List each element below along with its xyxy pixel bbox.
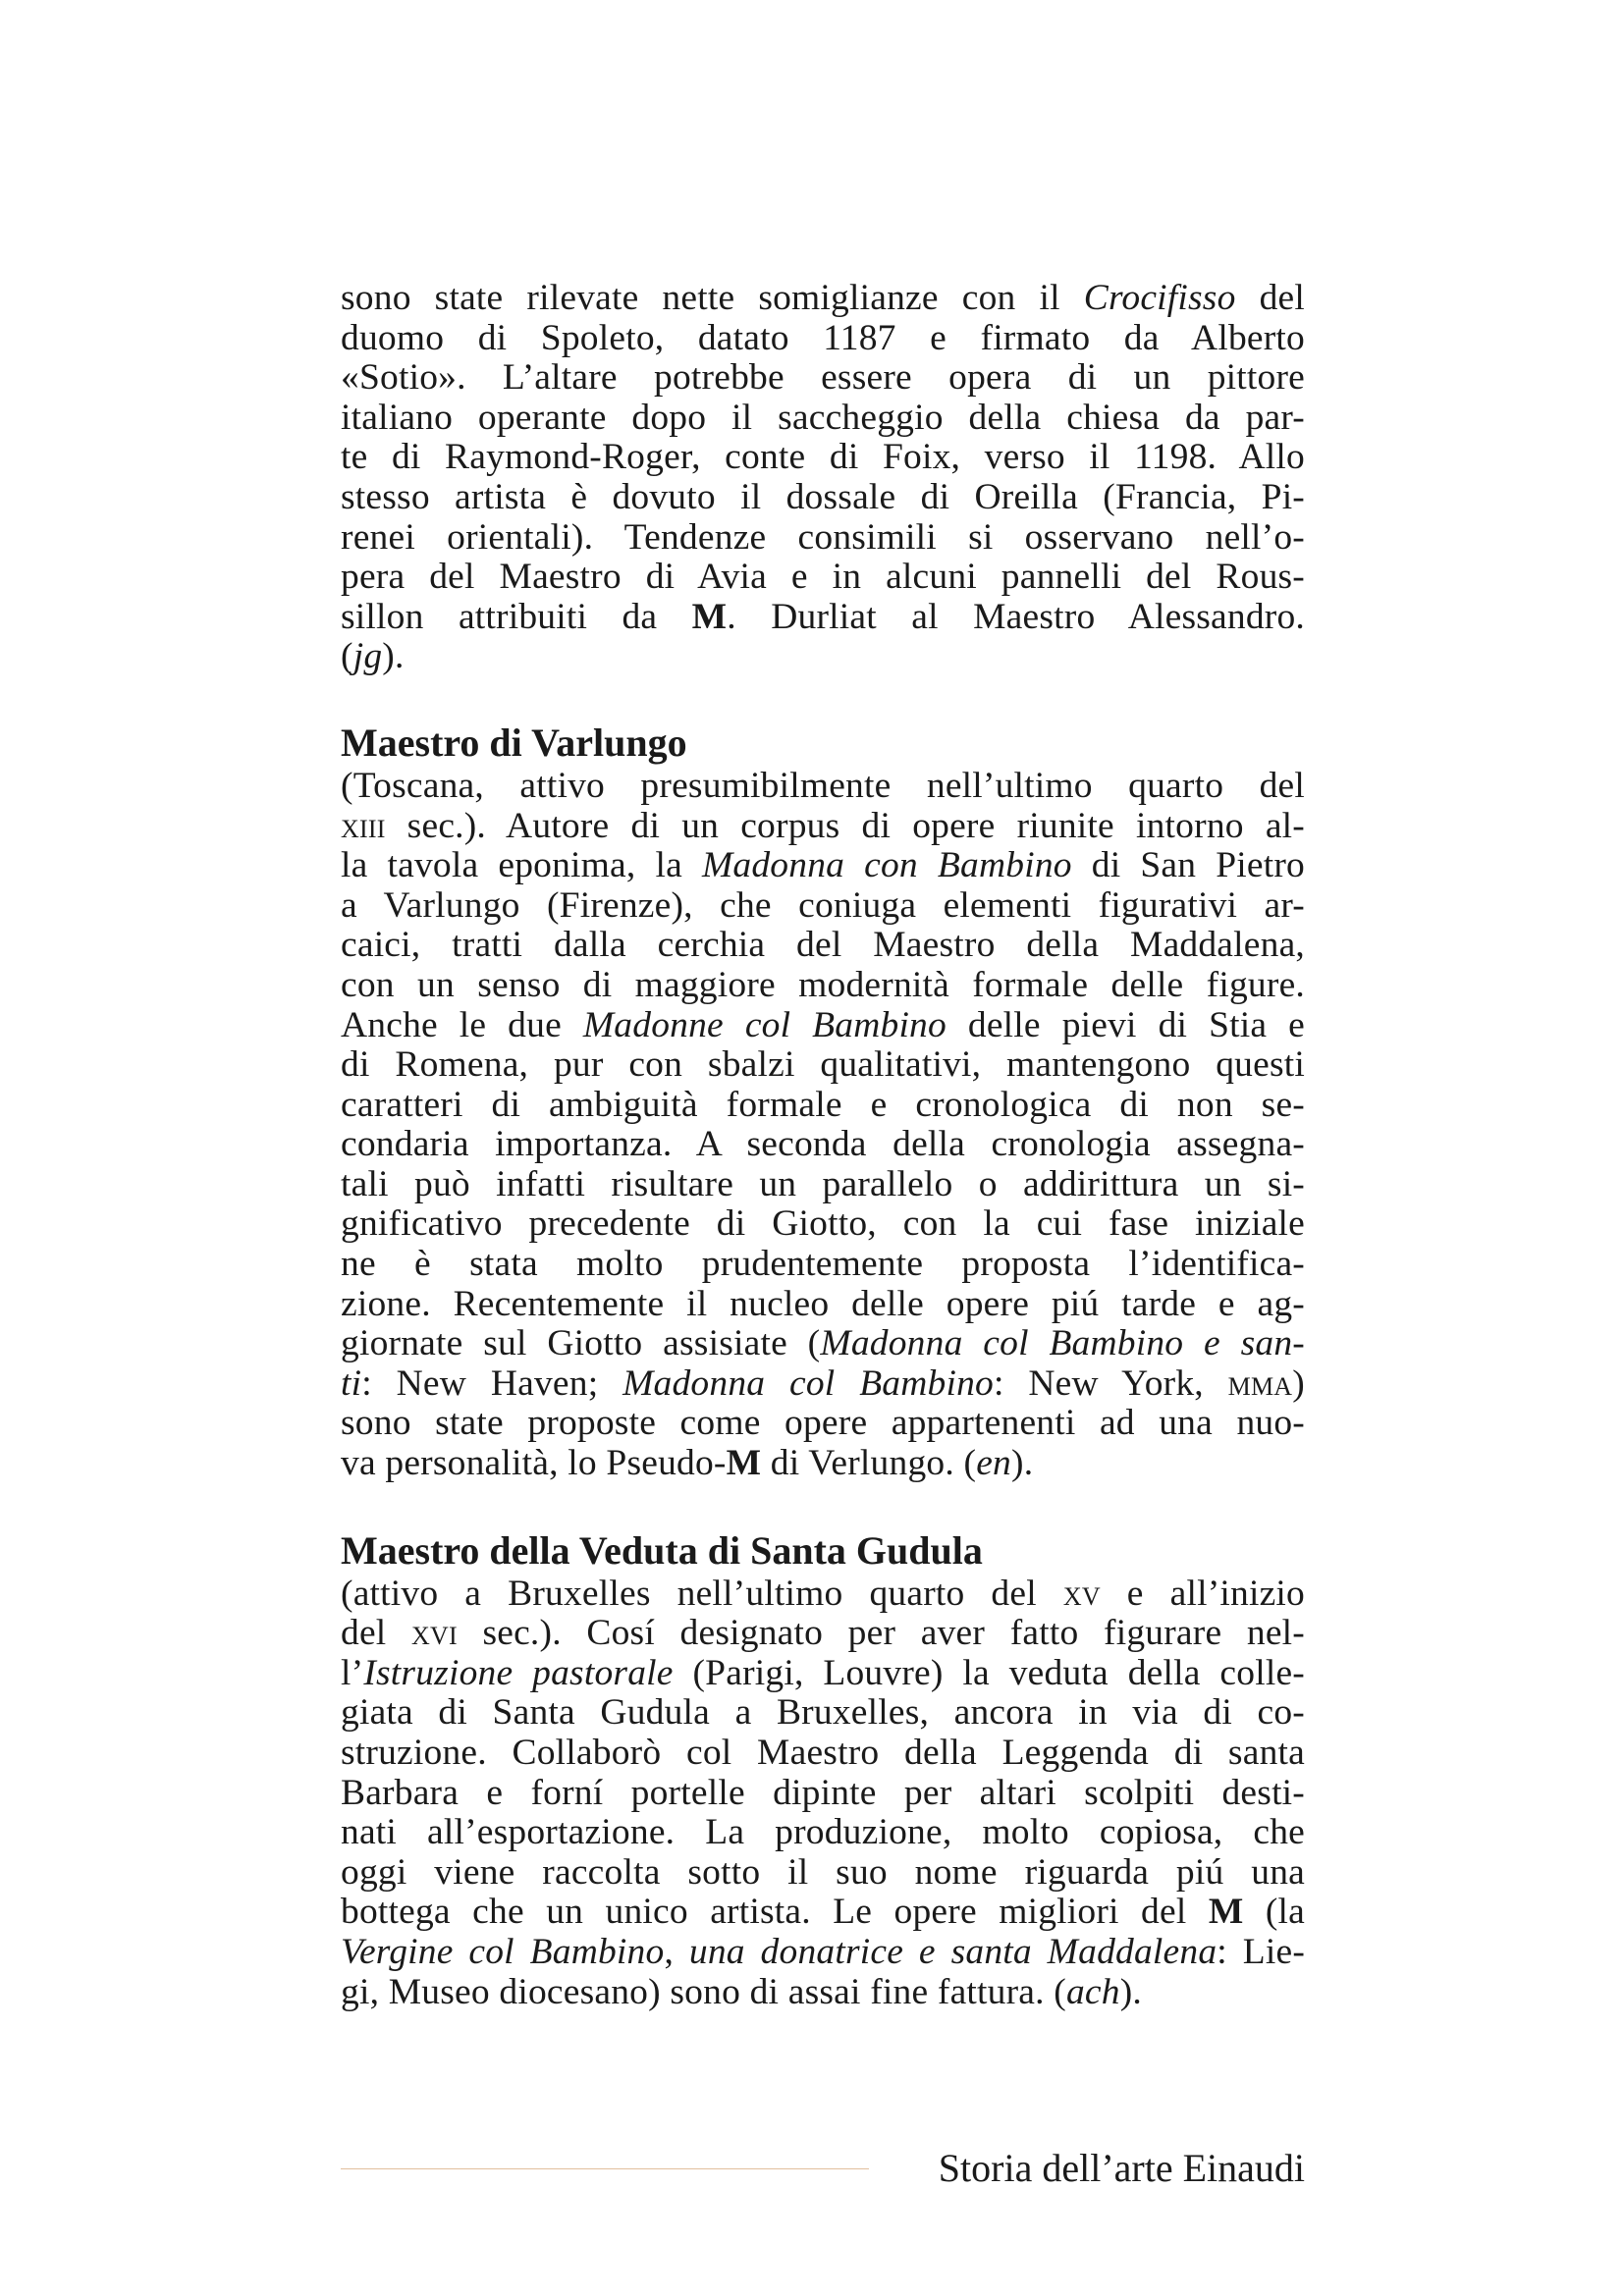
- text-run: sec.). Autore di un corpus di opere riunite intorno al-: [385, 805, 1305, 846]
- text-run: ).: [1011, 1443, 1034, 1484]
- text-line: [341, 1813, 1305, 1853]
- text-line: [341, 1853, 1305, 1894]
- italic-run: en: [976, 1443, 1011, 1484]
- text-line: [341, 1973, 1305, 2013]
- text-run: zione. Recentemente il nucleo delle opere piú tarde e ag-: [341, 1283, 1305, 1324]
- text-line: [341, 279, 1305, 319]
- text-line: [341, 1933, 1305, 1973]
- text-run: : New Haven;: [361, 1362, 623, 1404]
- italic-run: ti: [341, 1362, 362, 1404]
- text-line: [341, 1165, 1305, 1205]
- text-line: [341, 438, 1305, 478]
- text-run: condaria importanza. A seconda della cronologia assegna-: [341, 1124, 1305, 1165]
- text-line: [341, 1285, 1305, 1325]
- text-line: [341, 1654, 1305, 1694]
- text-run: (attivo a Bruxelles nell’ultimo quarto del: [341, 1573, 1063, 1614]
- text-line: [341, 478, 1305, 518]
- text-run: gi, Museo diocesano) sono di assai fine fattura. (: [341, 1971, 1066, 2012]
- entries: [341, 721, 1305, 2012]
- text-run: e all’inizio: [1100, 1573, 1305, 1614]
- text-line: [341, 558, 1305, 598]
- text-run: te di Raymond-Roger, conte di Foix, verso il 1198. Allo: [341, 437, 1305, 478]
- text-column: [341, 279, 1305, 2012]
- text-line: [341, 926, 1305, 966]
- text-run: sec.). Cosí designato per aver fatto figurare nel-: [457, 1613, 1305, 1654]
- text-run: renei orientali). Tendenze consimili si osservano nell’o-: [341, 516, 1305, 558]
- text-run: l’: [341, 1652, 364, 1693]
- text-run: stesso artista è dovuto il dossale di Oreilla (Francia, Pi-: [341, 476, 1305, 517]
- text-run: di Romena, pur con sbalzi qualitativi, mantengono questi: [341, 1044, 1305, 1086]
- italic-run: Madonna col Bambino e san-: [820, 1323, 1305, 1364]
- text-run: (: [341, 636, 353, 677]
- text-line: [341, 1245, 1305, 1285]
- text-run: «Sotio». L’altare potrebbe essere opera di un pittore: [341, 357, 1305, 399]
- text-run: sillon attribuiti da: [341, 596, 692, 637]
- bold-run: M: [1208, 1892, 1244, 1933]
- text-line: [341, 767, 1305, 807]
- text-line: [341, 1444, 1305, 1484]
- text-run: : Lie-: [1217, 1931, 1306, 1972]
- text-line: [341, 1204, 1305, 1245]
- text-run: (la: [1243, 1892, 1305, 1933]
- italic-run: ach: [1065, 1971, 1120, 2012]
- text-line: [341, 1086, 1305, 1126]
- italic-run: una donatrice e santa Maddalena: [688, 1931, 1217, 1972]
- text-run: va personalità, lo Pseudo-: [341, 1443, 727, 1484]
- text-run: tali può infatti risultare un parallelo o addirittura un si-: [341, 1163, 1305, 1204]
- text-run: : New York,: [994, 1362, 1228, 1404]
- text-line: [341, 1774, 1305, 1814]
- smallcaps-run: mma: [1227, 1362, 1293, 1404]
- text-run: di San Pietro: [1071, 845, 1305, 886]
- text-line: [341, 1364, 1305, 1405]
- text-line: [341, 1324, 1305, 1364]
- text-run: ).: [1119, 1971, 1142, 2012]
- text-line: [341, 1006, 1305, 1046]
- text-line: [341, 637, 1305, 677]
- text-line: [341, 1893, 1305, 1933]
- text-line: [341, 1045, 1305, 1086]
- text-run: bottega che un unico artista. Le opere migliori del: [341, 1892, 1209, 1933]
- intro-paragraph: [341, 279, 1305, 677]
- text-run: caici, tratti dalla cerchia del Maestro della Maddalena,: [341, 925, 1305, 966]
- text-run: caratteri di ambiguità formale e cronologica di non se-: [341, 1084, 1305, 1125]
- text-run: pera del Maestro di Avia e in alcuni pannelli del Rous-: [341, 557, 1305, 598]
- italic-run: Madonne col Bambino: [582, 1004, 947, 1045]
- text-run: ne è stata molto prudentemente proposta l’identifica-: [341, 1244, 1305, 1285]
- italic-run: jg: [352, 636, 383, 677]
- text-run: delle pievi di Stia e: [946, 1004, 1305, 1045]
- italic-run: Madonna col Bambino: [622, 1362, 994, 1404]
- text-run: gnificativo precedente di Giotto, con la cui fase iniziale: [341, 1203, 1305, 1245]
- text-line: [341, 807, 1305, 847]
- text-run: di Verlungo. (: [761, 1443, 977, 1484]
- text-line: [341, 1614, 1305, 1654]
- smallcaps-run: xv: [1062, 1573, 1101, 1614]
- text-run: ).: [382, 636, 405, 677]
- text-line: [341, 966, 1305, 1006]
- text-run: del: [341, 1613, 412, 1654]
- text-run: (Parigi, Louvre) la veduta della colle-: [673, 1652, 1305, 1693]
- text-run: la tavola eponima, la: [341, 845, 702, 886]
- text-line: [341, 1404, 1305, 1444]
- text-run: a Varlungo (Firenze), che coniuga elementi figurativi ar-: [341, 884, 1305, 926]
- entry-heading: Maestro di Varlungo: [341, 720, 687, 765]
- text-line: [341, 399, 1305, 439]
- text-run: italiano operante dopo il saccheggio della chiesa da par-: [341, 397, 1305, 438]
- footer-rule: [341, 2168, 869, 2169]
- italic-run: Madonna con Bambino: [701, 845, 1072, 886]
- smallcaps-run: xvi: [411, 1613, 458, 1654]
- text-run: giornate sul Giotto assisiate (: [341, 1323, 821, 1364]
- text-run: sono state rilevate nette somiglianze con il: [341, 278, 1084, 318]
- text-run: Barbara e forní portelle dipinte per altari scolpiti desti-: [341, 1772, 1305, 1813]
- text-line: [341, 846, 1305, 886]
- text-run: oggi viene raccolta sotto il suo nome riguarda piú una: [341, 1851, 1305, 1893]
- footer-title: Storia dell’arte Einaudi: [938, 2146, 1305, 2190]
- entry-body: [341, 767, 1305, 1484]
- text-line: [341, 1693, 1305, 1734]
- text-run: del: [1235, 278, 1305, 318]
- bold-run: M: [726, 1443, 762, 1484]
- text-run: struzione. Collaborò col Maestro della Leggenda di santa: [341, 1733, 1305, 1773]
- italic-run: Vergine col Bambino: [341, 1931, 665, 1972]
- entry-body: [341, 1575, 1305, 2013]
- text-line: [341, 1575, 1305, 1615]
- text-run: (Toscana, attivo presumibilmente nell’ultimo quarto del: [341, 765, 1305, 806]
- text-line: [341, 1125, 1305, 1165]
- text-run: ): [1292, 1362, 1305, 1404]
- text-line: [341, 1734, 1305, 1774]
- text-line: [341, 886, 1305, 927]
- italic-run: Istruzione pastorale: [363, 1652, 674, 1693]
- text-run: con un senso di maggiore modernità formale delle figure.: [341, 964, 1305, 1005]
- text-run: nati all’esportazione. La produzione, molto copiosa, che: [341, 1812, 1305, 1853]
- bold-run: M: [691, 596, 728, 637]
- text-run: . Durliat al Maestro Alessandro.: [727, 596, 1305, 637]
- smallcaps-run: xiii: [341, 805, 386, 846]
- text-run: duomo di Spoleto, datato 1187 e firmato da Alberto: [341, 317, 1305, 358]
- text-line: [341, 518, 1305, 559]
- text-run: giata di Santa Gudula a Bruxelles, ancora in via di co-: [341, 1692, 1305, 1734]
- text-line: [341, 358, 1305, 399]
- text-run: ,: [664, 1931, 689, 1972]
- text-run: sono state proposte come opere appartenenti ad una nuo-: [341, 1403, 1305, 1444]
- text-line: [341, 598, 1305, 638]
- entry-heading: Maestro della Veduta di Santa Gudula: [341, 1527, 983, 1573]
- text-run: Anche le due: [341, 1004, 583, 1045]
- italic-run: Crocifisso: [1083, 278, 1236, 318]
- text-line: [341, 319, 1305, 359]
